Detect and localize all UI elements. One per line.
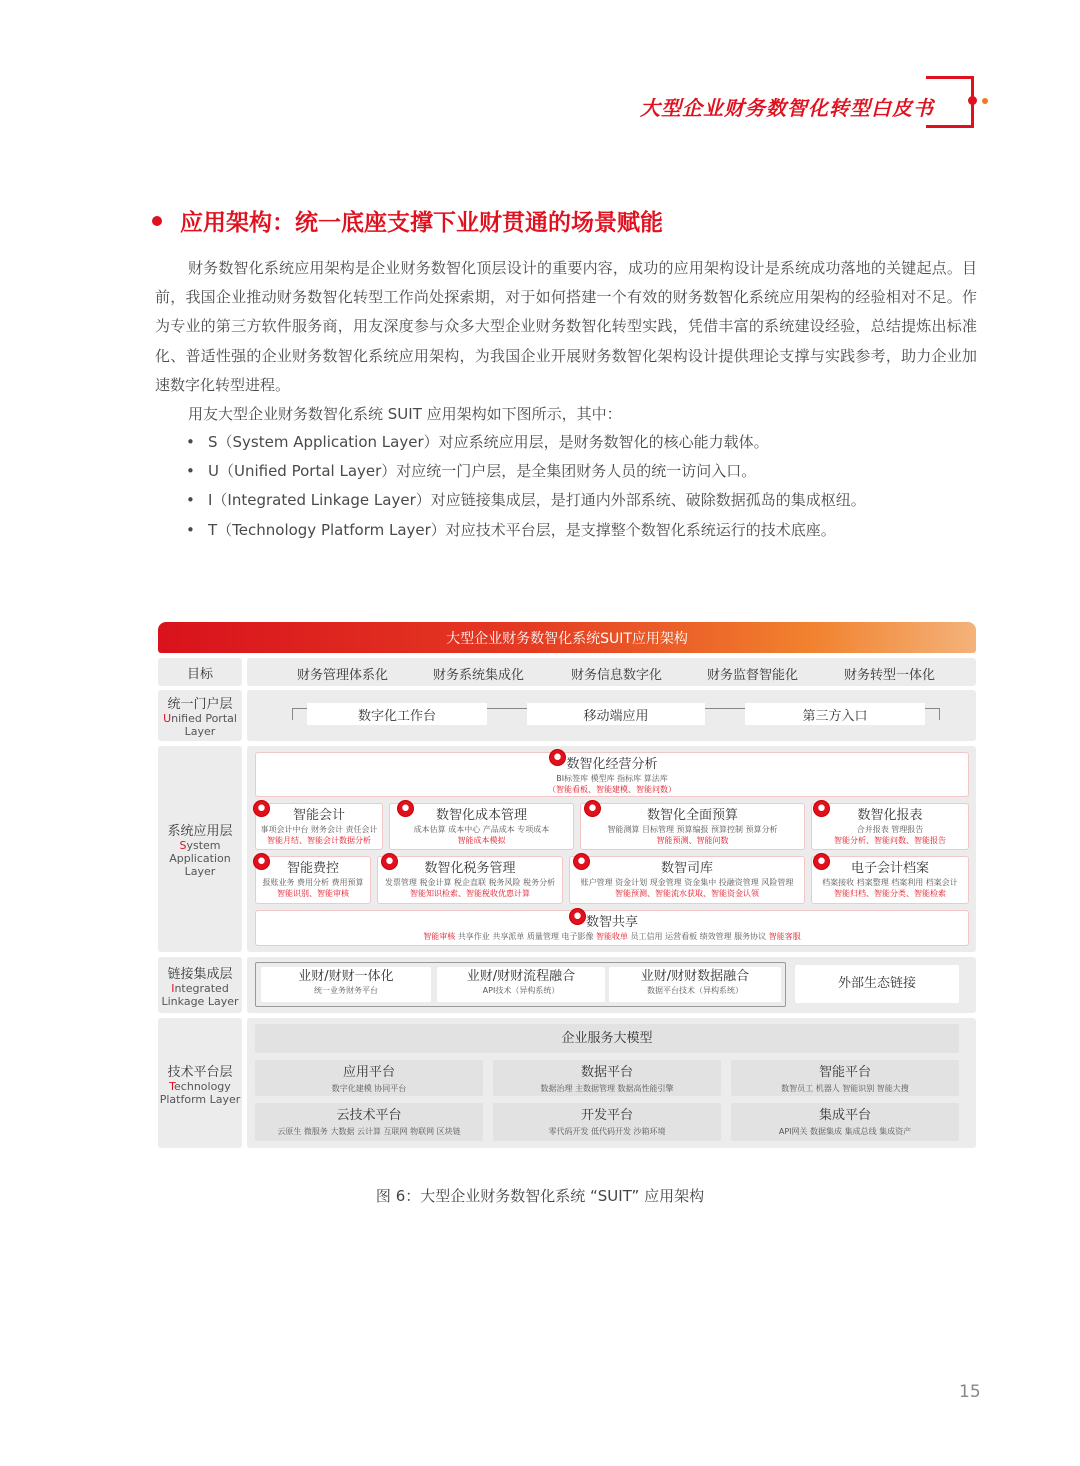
header-dot-decoration xyxy=(968,96,977,105)
module-card xyxy=(377,856,563,904)
card-title: 数据平台 xyxy=(580,1065,633,1080)
shared-service-card xyxy=(255,910,969,946)
list-item xyxy=(186,516,866,545)
card-sub: 云原生 微服务 大数据 云计算 互联网 物联网 区块链 xyxy=(277,1127,461,1136)
card-intel: （智能看板、智能建模、智能问数） xyxy=(548,785,676,794)
tech-layer xyxy=(247,1018,976,1148)
suit-architecture-diagram xyxy=(158,622,976,1148)
card-sub: 零代码开发 低代码开发 沙箱环境 xyxy=(548,1127,666,1136)
platform-card xyxy=(255,1060,483,1096)
card-sub: BI标签库 模型库 指标库 算法库 xyxy=(556,774,668,783)
goal-item: 财务监督智能化 xyxy=(707,668,799,683)
card-title: 应用平台 xyxy=(342,1065,395,1080)
module-card xyxy=(255,856,371,904)
robot-icon xyxy=(253,800,270,817)
robot-icon xyxy=(584,800,601,817)
list-item xyxy=(186,457,866,486)
card-title: 开发平台 xyxy=(580,1108,633,1123)
business-analysis-card xyxy=(255,752,969,797)
card-title: 数智共享 xyxy=(585,915,638,930)
system-label-en-3: Layer xyxy=(184,865,216,878)
robot-icon xyxy=(813,853,830,870)
section-bullet-icon xyxy=(152,216,162,226)
suit-bullet-list xyxy=(186,428,866,545)
tech-label-en: Technology xyxy=(169,1079,231,1093)
bullet-dot-icon: • xyxy=(186,462,195,481)
module-card xyxy=(580,803,805,850)
portal-label-en-2: Layer xyxy=(184,725,216,738)
platform-card xyxy=(255,1103,483,1141)
card-title: 数智化全面预算 xyxy=(646,808,738,823)
card-title: 外部生态链接 xyxy=(837,976,916,991)
robot-icon xyxy=(573,853,590,870)
goal-item: 财务管理体系化 xyxy=(297,668,389,683)
card-sub: 智能审核 共享作业 共享派单 质量管理 电子影像 智能收单 员工信用 运营看板 绩效管理 服务协议 智能客服 xyxy=(423,932,801,941)
portal-box: 移动端应用 xyxy=(527,703,705,725)
platform-card xyxy=(731,1103,959,1141)
external-ecosystem-card xyxy=(795,965,959,1003)
card-sub: 档案接收 档案整理 档案利用 档案会计 xyxy=(822,878,958,887)
linkage-card xyxy=(261,967,431,1002)
card-intel: 智能预测、智能问数 xyxy=(656,836,729,845)
card-title: 企业服务大模型 xyxy=(561,1031,653,1046)
platform-card xyxy=(731,1060,959,1096)
card-title: 数智化成本管理 xyxy=(435,808,527,823)
card-title: 智能会计 xyxy=(292,808,345,823)
goal-item: 财务信息数字化 xyxy=(571,668,663,683)
system-label-en: System xyxy=(179,839,221,852)
card-sub: API技术（异构系统） xyxy=(482,986,560,995)
llm-card xyxy=(255,1024,959,1053)
card-title: 业财/财财数据融合 xyxy=(640,969,750,984)
card-sub: API网关 数据集成 集成总线 集成资产 xyxy=(778,1127,912,1136)
card-sub: 事项会计中台 财务会计 责任会计 xyxy=(260,825,378,834)
portal-connector-left xyxy=(292,708,293,720)
card-title: 业财/财财一体化 xyxy=(298,969,394,984)
section-title: 应用架构：统一底座支撑下业财贯通的场景赋能 xyxy=(180,210,663,236)
tech-label-cn: 技术平台层 xyxy=(167,1064,233,1080)
robot-icon xyxy=(381,853,398,870)
list-item xyxy=(186,486,866,515)
card-sub: 数智员工 机器人 智能识别 智能大搜 xyxy=(781,1084,909,1093)
card-title: 业财/财财流程融合 xyxy=(466,969,576,984)
card-title: 智能平台 xyxy=(818,1065,871,1080)
page-number: 15 xyxy=(959,1382,981,1402)
portal-label-en: Unified Portal xyxy=(163,712,237,725)
card-title: 数智化报表 xyxy=(857,808,923,823)
card-sub: 数据治理 主数据管理 数据高性能引擎 xyxy=(540,1084,674,1093)
header-title: 大型企业财务数智化转型白皮书 xyxy=(640,96,934,120)
goal-item: 财务系统集成化 xyxy=(433,668,525,683)
card-intel: 智能月结、智能会计数据分析 xyxy=(267,836,371,845)
card-title: 集成平台 xyxy=(818,1108,871,1123)
body-intro: 用友大型企业财务数智化系统 SUIT 应用架构如下图所示，其中： xyxy=(188,405,622,423)
card-title: 数智化税务管理 xyxy=(424,861,516,876)
linkage-layer-label xyxy=(158,957,242,1013)
card-intel: 智能预测、智能流水获取、智能资金认领 xyxy=(615,889,759,898)
portal-layer-label xyxy=(158,690,242,741)
linkage-label-en: Integrated xyxy=(171,981,229,995)
system-label-en-2: Application xyxy=(169,852,231,865)
card-sub: 统一业务财务平台 xyxy=(314,986,378,995)
card-sub: 数据平台技术（异构系统） xyxy=(647,986,743,995)
portal-layer xyxy=(247,690,976,741)
card-sub: 智能测算 目标管理 预算编报 预算控制 预算分析 xyxy=(607,825,778,834)
card-title: 电子会计档案 xyxy=(850,861,929,876)
linkage-card xyxy=(437,967,605,1002)
system-label-cn: 系统应用层 xyxy=(167,824,233,839)
goal-label: 目标 xyxy=(186,666,213,682)
card-intel: 智能归档、智能分类、智能检索 xyxy=(834,889,946,898)
linkage-layer xyxy=(247,957,976,1013)
card-intel: 智能识别、智能审核 xyxy=(277,889,349,898)
list-item xyxy=(186,428,866,457)
goal-row xyxy=(247,658,976,686)
module-card xyxy=(255,803,383,850)
module-card xyxy=(811,856,969,904)
bullet-dot-icon: • xyxy=(186,433,195,451)
header-bracket-decoration xyxy=(926,76,974,128)
list-item-text: T（Technology Platform Layer）对应技术平台层，是支撑整个数智化系统运行的技术底座。 xyxy=(208,520,836,539)
card-sub: 发票管理 税金计算 税企直联 税务风险 税务分析 xyxy=(384,878,556,887)
module-card xyxy=(811,803,969,850)
robot-icon xyxy=(549,749,566,766)
platform-card xyxy=(493,1060,721,1096)
tech-label-en-2: Platform Layer xyxy=(159,1092,241,1106)
robot-icon xyxy=(813,800,830,817)
portal-box: 数字化工作台 xyxy=(307,703,487,725)
card-title: 数智化经营分析 xyxy=(566,757,658,772)
card-intel: 智能成本模拟 xyxy=(457,836,506,845)
card-sub: 账户管理 资金计划 现金管理 资金集中 投融资管理 风险管理 xyxy=(580,878,794,887)
bullet-dot-icon: • xyxy=(186,520,195,539)
system-layer-label xyxy=(158,746,242,952)
card-intel: 智能知识检索、智能税收优惠计算 xyxy=(410,889,530,898)
goal-item: 财务转型一体化 xyxy=(844,668,936,683)
robot-icon xyxy=(569,908,586,925)
portal-connector-right xyxy=(939,708,940,720)
section-heading xyxy=(152,204,663,237)
module-card xyxy=(389,803,574,850)
card-title: 云技术平台 xyxy=(336,1108,402,1123)
card-sub: 报账业务 费用分析 费用预算 xyxy=(262,878,364,887)
robot-icon xyxy=(253,853,270,870)
portal-label-cn: 统一门户层 xyxy=(167,697,233,712)
portal-box: 第三方入口 xyxy=(745,703,925,725)
tech-layer-label xyxy=(158,1018,242,1148)
module-card xyxy=(569,856,805,904)
header-dot-decoration-orange xyxy=(982,98,988,104)
card-sub: 合并报表 管理报告 xyxy=(856,825,924,834)
list-item-text: I（Integrated Linkage Layer）对应链接集成层，是打通内外部系统、破除数据孤岛的集成枢纽。 xyxy=(208,491,866,510)
linkage-card xyxy=(609,967,781,1002)
card-sub: 数字化建模 协同平台 xyxy=(331,1084,407,1093)
card-title: 数智司库 xyxy=(660,861,713,876)
diagram-title: 大型企业财务数智化系统SUIT应用架构 xyxy=(158,622,976,653)
figure-caption: 图 6：大型企业财务数智化系统 “SUIT” 应用架构 xyxy=(375,1187,705,1205)
linkage-label-cn: 链接集成层 xyxy=(167,966,233,982)
linkage-label-en-2: Linkage Layer xyxy=(161,994,239,1008)
platform-card xyxy=(493,1103,721,1141)
system-layer xyxy=(247,746,976,952)
body-paragraph: 财务数智化系统应用架构是企业财务数智化顶层设计的重要内容，成功的应用架构设计是系统成功落地的关键起点。目前，我国企业推动财务数智化转型工作尚处探索期，对于如何搭建一个有效的财务数智化系统应用架构的经验相对不足。作为专业的第三方软件服务商，用友深度参与众多大型企业财务数智化转型实践，凭借丰富的系统建设经验，总结提炼出标准化、普适性强的企业财务数智化系统应用架构，为我国企业开展财务数智化架构设计提供理论支撑与实践参考，助力企业加速数字化转型进程。 xyxy=(155,259,977,394)
goal-row-label xyxy=(158,658,242,686)
card-title: 智能费控 xyxy=(286,861,339,876)
list-item-text: U（Unified Portal Layer）对应统一门户层，是全集团财务人员的统一访问入口。 xyxy=(208,462,757,481)
list-item-text: S（System Application Layer）对应系统应用层，是财务数智化的核心能力载体。 xyxy=(208,433,769,451)
robot-icon xyxy=(397,800,414,817)
card-intel: 智能分析、智能问数、智能报告 xyxy=(834,836,946,845)
card-sub: 成本估算 成本中心 产品成本 专项成本 xyxy=(413,825,550,834)
bullet-dot-icon: • xyxy=(186,491,195,510)
